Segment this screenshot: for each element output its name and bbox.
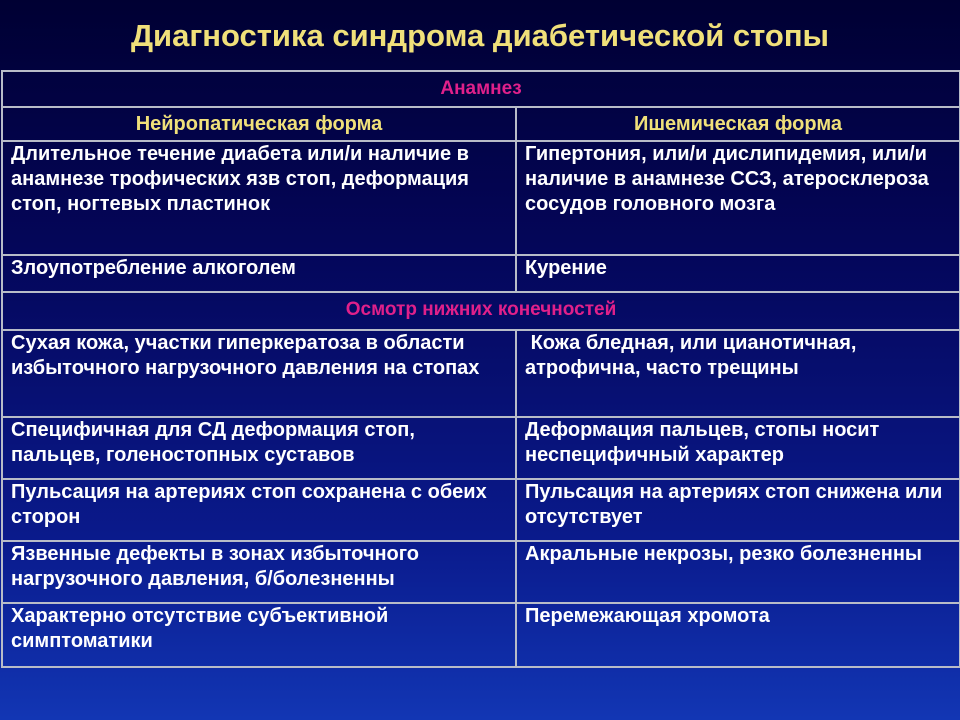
table-row <box>2 141 960 255</box>
ischemic-cell: Перемежающая хромота <box>516 603 960 667</box>
column-header-row <box>2 107 960 141</box>
column-header-ischemic: Ишемическая форма <box>516 107 960 141</box>
section-heading-anamnesis: Анамнез <box>2 71 960 107</box>
ischemic-cell: Гипертония, или/и дислипидемия, или/и наличие в анамнезе ССЗ, атеросклероза сосудов головного мозга <box>516 141 960 255</box>
ischemic-cell: Деформация пальцев, стопы носит неспецифичный характер <box>516 417 960 479</box>
table-row <box>2 330 960 417</box>
section-row-anamnesis <box>2 71 960 107</box>
neuropathic-cell: Характерно отсутствие субъективной симптоматики <box>2 603 516 667</box>
ischemic-cell: Пульсация на артериях стоп снижена или отсутствует <box>516 479 960 541</box>
neuropathic-cell: Злоупотребление алкоголем <box>2 255 516 292</box>
neuropathic-cell: Сухая кожа, участки гиперкератоза в области избыточного нагрузочного давления на стопах <box>2 330 516 417</box>
column-header-neuropathic: Нейропатическая форма <box>2 107 516 141</box>
neuropathic-cell: Язвенные дефекты в зонах избыточного нагрузочного давления, б/болезненны <box>2 541 516 603</box>
ischemic-cell: Курение <box>516 255 960 292</box>
table-row <box>2 417 960 479</box>
neuropathic-cell: Пульсация на артериях стоп сохранена с обеих сторон <box>2 479 516 541</box>
diagnosis-table <box>1 70 960 668</box>
ischemic-cell: Кожа бледная, или цианотичная, атрофична, часто трещины <box>516 330 960 417</box>
ischemic-cell: Акральные некрозы, резко болезненны <box>516 541 960 603</box>
section-heading-examination: Осмотр нижних конечностей <box>2 292 960 330</box>
slide-title: Диагностика синдрома диабетической стопы <box>130 18 830 53</box>
table-row <box>2 255 960 292</box>
table-row <box>2 479 960 541</box>
table-row <box>2 541 960 603</box>
neuropathic-cell: Длительное течение диабета или/и наличие в анамнезе трофических язв стоп, деформация стоп, ногтевых пластинок <box>2 141 516 255</box>
section-row-examination <box>2 292 960 330</box>
neuropathic-cell: Специфичная для СД деформация стоп, пальцев, голеностопных суставов <box>2 417 516 479</box>
table-row <box>2 603 960 667</box>
